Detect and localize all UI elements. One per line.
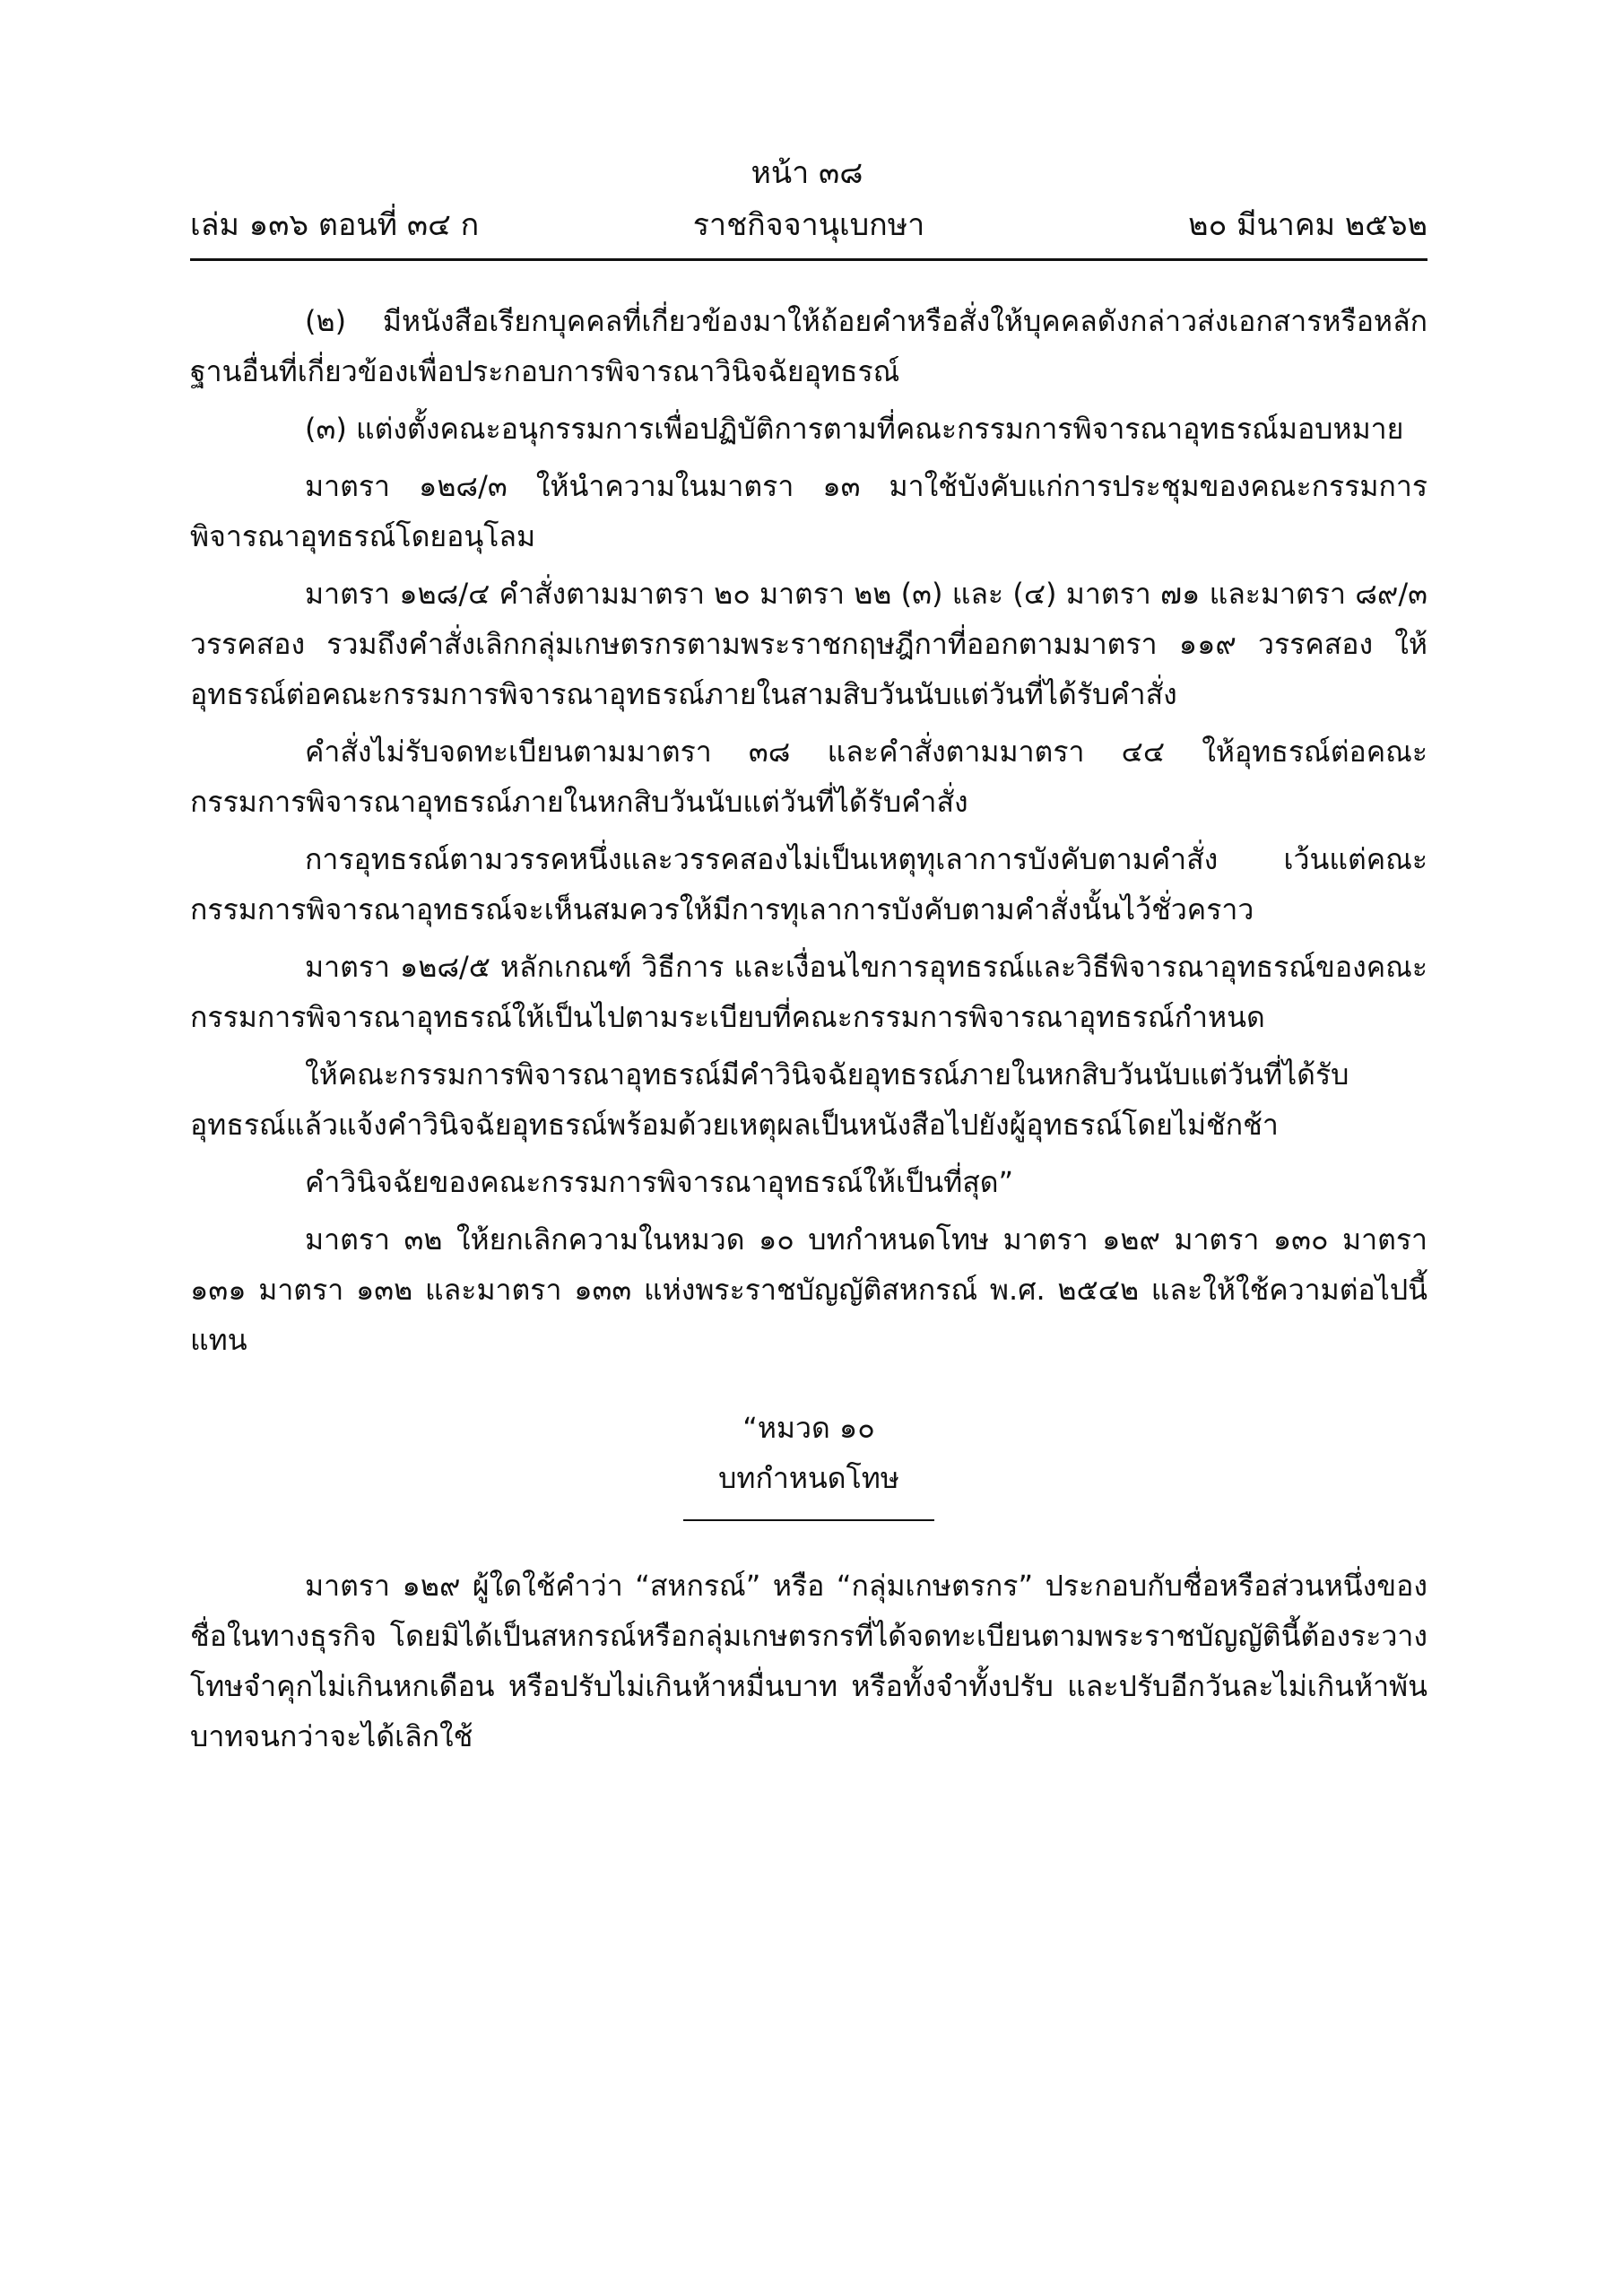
- document-header: [190, 199, 1427, 251]
- paragraph: ให้คณะกรรมการพิจารณาอุทธรณ์มีคำวินิจฉัยอุทธรณ์ภายในหกสิบวันนับแต่วันที่ได้รับอุทธรณ์แล้วแจ้งคำวินิจฉัยอุทธรณ์พร้อมด้วยเหตุผลเป็นหนังสือไปยังผู้อุทธรณ์โดยไม่ชักช้า: [190, 1057, 1349, 1142]
- header-divider: [190, 258, 1427, 261]
- document-body: [190, 296, 1427, 1769]
- paragraph: มาตรา ๑๒๘/๓ ให้นำความในมาตรา ๑๓ มาใช้บังคับแก่การประชุมของคณะกรรมการพิจารณาอุทธรณ์โดยอนุโลม: [190, 469, 1427, 553]
- paragraph: คำสั่งไม่รับจดทะเบียนตามมาตรา ๓๘ และคำสั่งตามมาตรา ๔๔ ให้อุทธรณ์ต่อคณะกรรมการพิจารณาอุทธรณ์ภายในหกสิบวันนับแต่วันที่ได้รับคำสั่ง: [190, 735, 1427, 819]
- publication-title: ราชกิจจานุเบกษา: [692, 207, 925, 243]
- paragraph: คำวินิจฉัยของคณะกรรมการพิจารณาอุทธรณ์ให้เป็นที่สุด”: [305, 1165, 1014, 1199]
- volume-issue: เล่ม ๑๓๖ ตอนที่ ๓๔ ก: [190, 207, 480, 243]
- paragraph: มาตรา ๑๒๘/๕ หลักเกณฑ์ วิธีการ และเงื่อนไขการอุทธรณ์และวิธีพิจารณาอุทธรณ์ของคณะกรรมการพิจารณาอุทธรณ์ให้เป็นไปตามระเบียบที่คณะกรรมการพิจารณาอุทธรณ์กำหนด: [190, 950, 1427, 1034]
- paragraph: มาตรา ๓๒ ให้ยกเลิกความในหมวด ๑๐ บทกำหนดโทษ มาตรา ๑๒๙ มาตรา ๑๓๐ มาตรา ๑๓๑ มาตรา ๑๓๒ และมาตรา ๑๓๓ แห่งพระราชบัญญัติสหกรณ์ พ.ศ. ๒๕๔๒ และให้ใช้ความต่อไปนี้แทน: [190, 1222, 1427, 1357]
- page-number: หน้า ๓๘: [751, 155, 863, 191]
- paragraph: (๒) มีหนังสือเรียกบุคคลที่เกี่ยวข้องมาให้ถ้อยคำหรือสั่งให้บุคคลดังกล่าวส่งเอกสารหรือหลักฐานอื่นที่เกี่ยวข้องเพื่อประกอบการพิจารณาวินิจฉัยอุทธรณ์: [190, 304, 1427, 388]
- chapter-title: บทกำหนดโทษ: [718, 1461, 899, 1495]
- paragraph: การอุทธรณ์ตามวรรคหนึ่งและวรรคสองไม่เป็นเหตุทุเลาการบังคับตามคำสั่ง เว้นแต่คณะกรรมการพิจารณาอุทธรณ์จะเห็นสมควรให้มีการทุเลาการบังคับตามคำสั่งนั้นไว้ชั่วคราว: [190, 842, 1427, 926]
- chapter-number: “หมวด ๑๐: [742, 1411, 875, 1445]
- closing-paragraph: มาตรา ๑๒๙ ผู้ใดใช้คำว่า “สหกรณ์” หรือ “กลุ่มเกษตรกร” ประกอบกับชื่อหรือส่วนหนึ่งของชื่อในทางธุรกิจ โดยมิได้เป็นสหกรณ์หรือกลุ่มเกษตรกรที่ได้จดทะเบียนตามพระราชบัญญัตินี้ต้องระวางโทษจำคุกไม่เกินหกเดือน หรือปรับไม่เกินห้าหมื่นบาท หรือทั้งจำทั้งปรับ และปรับอีกวันละไม่เกินห้าพันบาทจนกว่าจะได้เลิกใช้: [190, 1569, 1427, 1753]
- paragraph: (๓) แต่งตั้งคณะอนุกรรมการเพื่อปฏิบัติการตามที่คณะกรรมการพิจารณาอุทธรณ์มอบหมาย: [305, 412, 1404, 446]
- publication-date: ๒๐ มีนาคม ๒๕๖๒: [1188, 207, 1427, 243]
- chapter-divider: [683, 1519, 934, 1521]
- chapter-heading: [190, 1403, 1427, 1503]
- paragraph: มาตรา ๑๒๘/๔ คำสั่งตามมาตรา ๒๐ มาตรา ๒๒ (๓) และ (๔) มาตรา ๗๑ และมาตรา ๘๙/๓ วรรคสอง รวมถึงคำสั่งเลิกกลุ่มเกษตรกรตามพระราชกฤษฎีกาที่ออกตามมาตรา ๑๑๙ วรรคสอง ให้อุทธรณ์ต่อคณะกรรมการพิจารณาอุทธรณ์ภายในสามสิบวันนับแต่วันที่ได้รับคำสั่ง: [190, 577, 1427, 711]
